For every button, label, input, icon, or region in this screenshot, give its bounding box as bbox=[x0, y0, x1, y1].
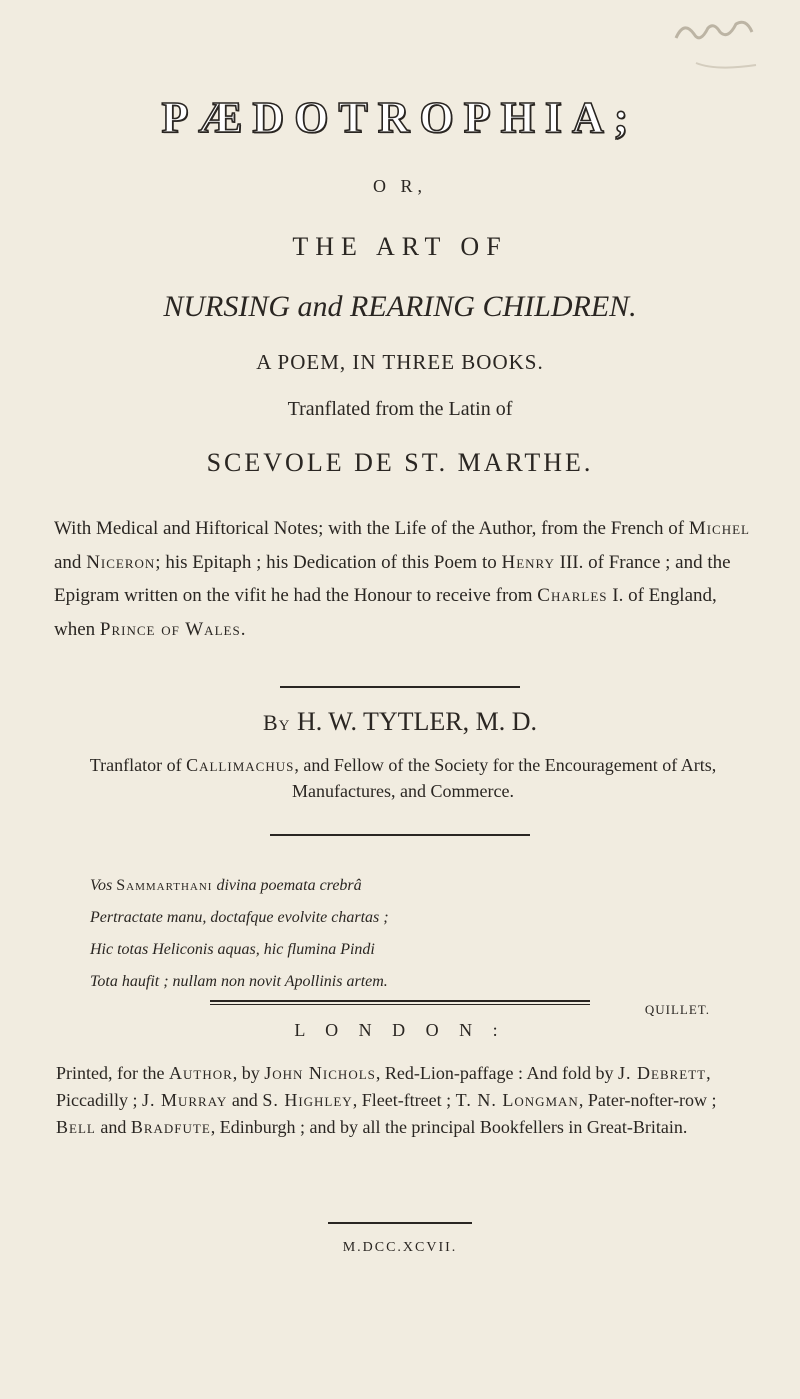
imprint-name: J. Murray bbox=[141, 1090, 228, 1110]
credentials-name: Callimachus bbox=[186, 755, 295, 775]
byline bbox=[0, 707, 800, 737]
imprint-name: Bell bbox=[56, 1117, 96, 1137]
divider-rule bbox=[210, 1004, 590, 1005]
translated-from: Tranflated from the Latin of bbox=[287, 398, 513, 420]
epigraph-text: Vos bbox=[90, 877, 113, 894]
imprint-text: , Pater-nofter-row ; bbox=[578, 1090, 717, 1110]
notes-text: With Medical and Hiftorical Notes; with the Life of the Author, from the French of bbox=[54, 518, 685, 539]
translator-name: H. W. TYTLER, M. D. bbox=[296, 707, 538, 736]
byline-by: By bbox=[262, 710, 291, 735]
notes-name: Prince of Wales bbox=[99, 618, 241, 640]
imprint-text: and bbox=[100, 1117, 127, 1137]
epigraph-text: divina poemata crebrâ bbox=[216, 877, 362, 894]
imprint-name: Author bbox=[168, 1063, 233, 1083]
notes-paragraph bbox=[54, 512, 752, 646]
epigraph-line: Hic totas Heliconis aquas, hic flumina Pindi bbox=[90, 941, 375, 958]
imprint-text: , Piccadilly ; bbox=[56, 1063, 711, 1110]
notes-name: Michel bbox=[688, 518, 750, 539]
publication-date: M.DCC.XCVII. bbox=[342, 1240, 458, 1255]
imprint-name: T. N. Longman bbox=[455, 1090, 579, 1110]
divider-rule bbox=[210, 1000, 590, 1002]
imprint-text: , Red-Lion-paffage : And fold by bbox=[375, 1063, 614, 1083]
imprint-name: S. Highley bbox=[262, 1090, 353, 1110]
divider-rule bbox=[270, 834, 530, 836]
title-connector: O R, bbox=[372, 176, 427, 196]
notes-name: Niceron bbox=[86, 551, 156, 573]
notes-name: Charles bbox=[537, 585, 608, 606]
notes-text: ; his Epitaph ; his Dedication of this Poem to bbox=[155, 551, 497, 573]
imprint-text: , Fleet-ftreet ; bbox=[352, 1090, 452, 1110]
subtitle-art: THE ART OF bbox=[292, 232, 508, 261]
notes-name: Henry bbox=[501, 551, 555, 573]
epigraph-attribution: QUILLET. bbox=[644, 1002, 710, 1017]
notes-text: . bbox=[240, 618, 246, 640]
notes-text: and bbox=[54, 551, 82, 573]
book-title: PÆDOTROPHIA; bbox=[161, 93, 639, 142]
credentials-text: , and Fellow of the Society for the Encouragement of Arts, Manufactures, and Commerce. bbox=[292, 755, 717, 801]
subtitle-subject: NURSING and REARING CHILDREN. bbox=[163, 290, 637, 323]
notes-text: III. of France ; and the Epigram written on the vifit he had the Honour to receive from bbox=[54, 551, 731, 606]
library-stamp-icon bbox=[666, 8, 776, 78]
notes-text: I. of England, when bbox=[54, 585, 717, 640]
credentials-text: Tranflator of bbox=[89, 755, 182, 775]
imprint-city: L O N D O N : bbox=[294, 1020, 506, 1040]
epigraph-line bbox=[90, 870, 710, 902]
imprint-text: Printed, for the bbox=[56, 1063, 165, 1083]
imprint-text: , Edinburgh ; and by all the principal Bookfellers in Great-Britain. bbox=[210, 1117, 688, 1137]
divider-rule bbox=[328, 1222, 472, 1224]
imprint-paragraph bbox=[56, 1060, 752, 1141]
imprint-name: Bradfute bbox=[130, 1117, 211, 1137]
translator-credentials bbox=[54, 752, 752, 804]
original-author: SCEVOLE DE ST. MARTHE. bbox=[206, 448, 594, 477]
epigraph bbox=[90, 870, 710, 1026]
imprint-name: J. Debrett bbox=[618, 1063, 707, 1083]
epigraph-name: Sammarthani bbox=[116, 877, 213, 894]
imprint-name: John Nichols bbox=[264, 1063, 376, 1083]
imprint-text: and bbox=[231, 1090, 258, 1110]
epigraph-line: Tota haufit ; nullam non novit Apollinis artem. bbox=[90, 973, 388, 990]
poem-description: A POEM, IN THREE BOOKS. bbox=[256, 350, 544, 374]
imprint-text: , by bbox=[232, 1063, 260, 1083]
divider-rule bbox=[280, 686, 520, 688]
epigraph-line: Pertractate manu, doctafque evolvite chartas ; bbox=[90, 909, 389, 926]
